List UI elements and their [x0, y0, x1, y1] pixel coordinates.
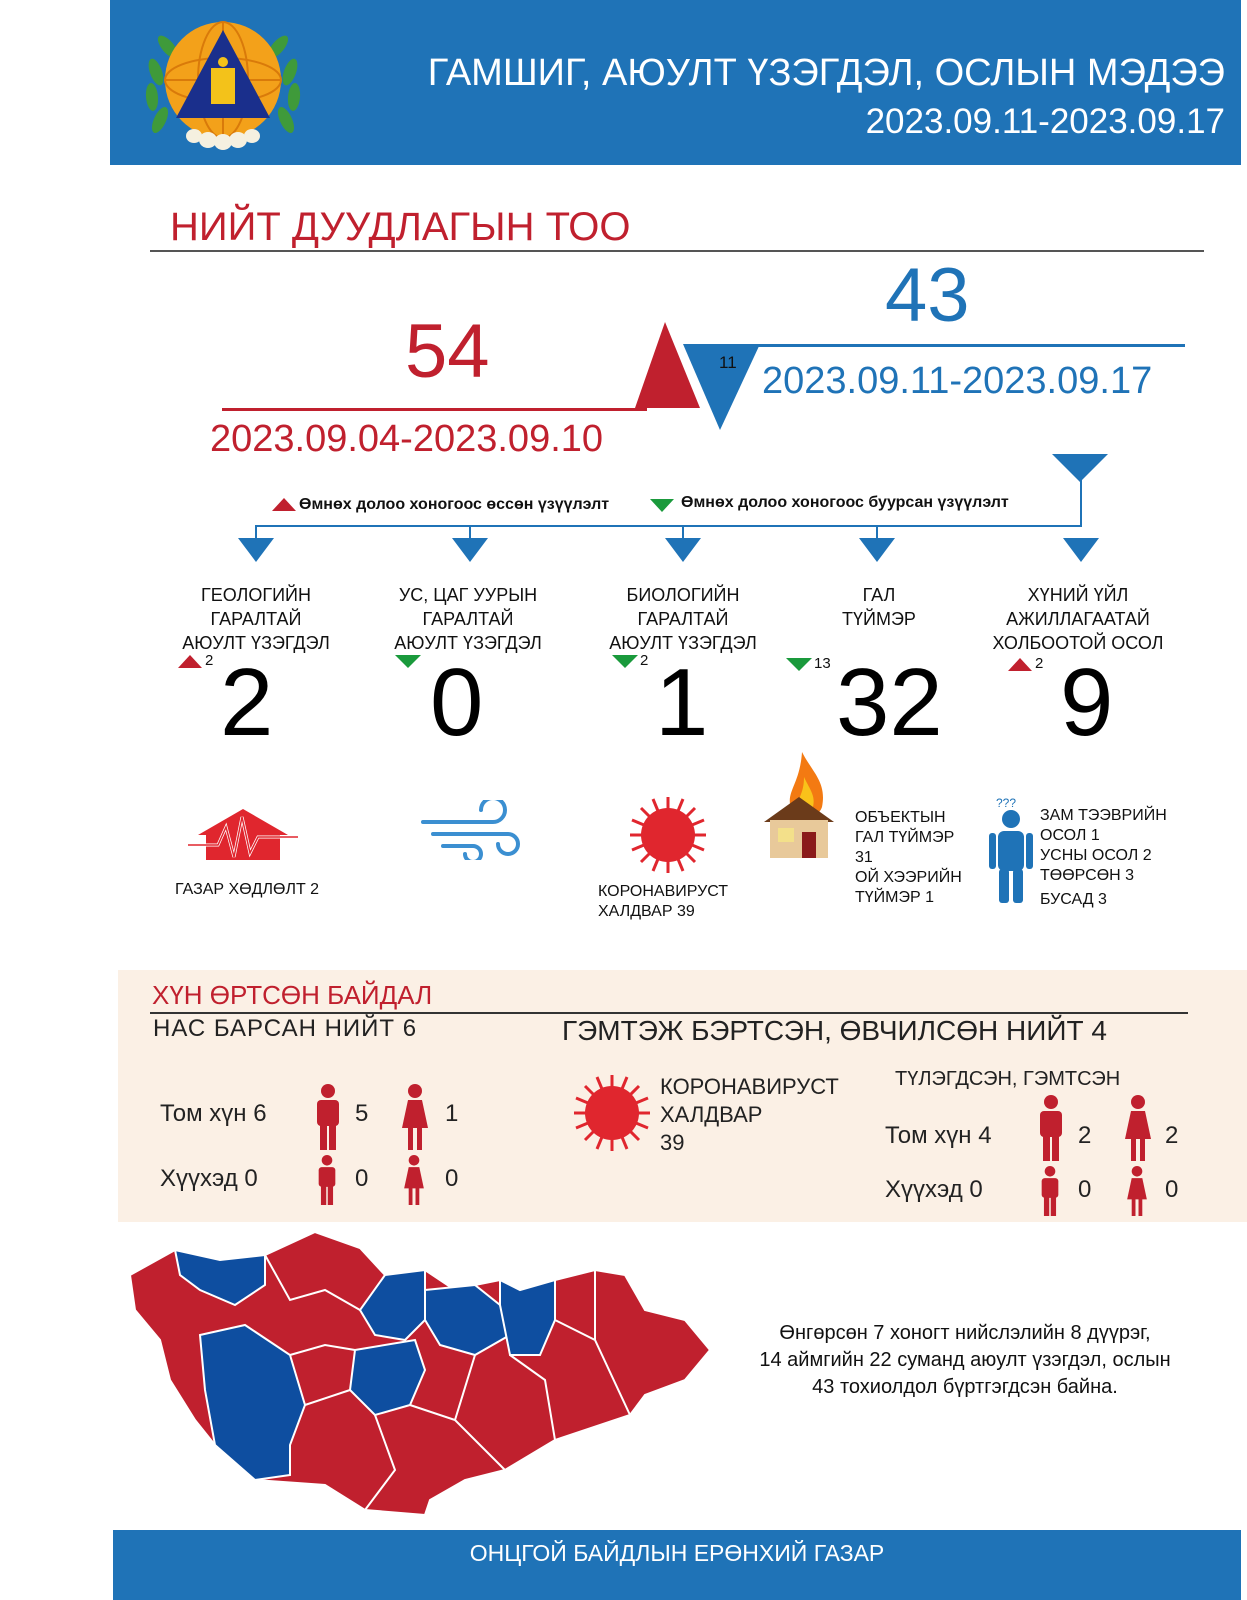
female-figure-icon — [400, 1084, 430, 1150]
category-hydromet-count: 0 — [430, 649, 484, 756]
male-figure-icon — [315, 1155, 339, 1205]
page-title: ГАМШИГ, АЮУЛТ ҮЗЭГДЭЛ, ОСЛЫН МЭДЭЭ — [427, 52, 1225, 94]
deaths-adult-male: 5 — [355, 1100, 369, 1127]
category-label-line: УС, ЦАГ УУРЫН — [398, 585, 538, 605]
category-accident-count: 9 — [1060, 649, 1114, 756]
decrease-indicator-icon — [612, 655, 638, 669]
casualties-divider — [150, 1012, 1188, 1014]
injured-child-female: 0 — [1165, 1176, 1179, 1203]
category-label-line: ХОЛБООТОЙ ОСОЛ — [992, 633, 1164, 653]
category-label-line: ГАРАЛТАЙ — [637, 609, 729, 629]
category-label-line: ХҮНИЙ ҮЙЛ — [1027, 585, 1129, 605]
deaths-adult-female: 1 — [445, 1100, 459, 1127]
map-summary-line: 43 тохиолдол бүртгэгдсэн байна. — [812, 1376, 1118, 1398]
footer-organization: ОНЦГОЙ БАЙДЛЫН ЕРӨНХИЙ ГАЗАР — [469, 1540, 885, 1566]
note-line: ГАЛ ТҮЙМЭР — [855, 829, 955, 846]
branch-vertical-line — [1080, 480, 1082, 526]
decrease-indicator-icon — [786, 658, 812, 672]
category-geological-count: 2 — [220, 649, 274, 756]
coronavirus-icon — [572, 1073, 652, 1153]
note-line: ОЙ ХЭЭРИЙН — [855, 869, 962, 886]
casualties-title: ХҮН ӨРТСӨН БАЙДАЛ — [152, 980, 433, 1010]
legend-up-label: Өмнөх долоо хоногоос өссөн үзүүлэлт — [299, 496, 610, 513]
category-label-line: АЮУЛТ ҮЗЭГДЭЛ — [609, 633, 757, 653]
note-line: КОРОНАВИРУСТ — [598, 883, 729, 900]
current-week-overline — [755, 344, 1185, 347]
change-arrows — [635, 322, 765, 432]
note-line: КОРОНАВИРУСТ — [660, 1074, 839, 1099]
legend-down-triangle-icon — [650, 499, 674, 513]
map-summary-line: Өнгөрсөн 7 хоногт нийслэлийн 8 дүүрэг, — [779, 1322, 1151, 1344]
previous-week-underline — [222, 408, 647, 411]
category-label-line: БИОЛОГИЙН — [626, 585, 740, 605]
category-fire-label — [784, 583, 974, 631]
injured-adult-female: 2 — [1165, 1122, 1179, 1149]
branch-arrow-icon — [238, 538, 274, 564]
branch-arrow-icon — [665, 538, 701, 564]
note-line: БУСАД 3 — [1040, 891, 1107, 908]
category-label-line: АЮУЛТ ҮЗЭГДЭЛ — [182, 633, 330, 653]
category-accident-change: 2 — [1035, 655, 1044, 672]
current-week-total: 43 — [885, 253, 970, 338]
previous-week-period: 2023.09.04-2023.09.10 — [210, 418, 604, 460]
category-label-line: ГАРАЛТАЙ — [210, 609, 302, 629]
note-line: ТҮЙМЭР 1 — [855, 889, 935, 906]
deaths-child-label: Хүүхэд 0 — [160, 1165, 258, 1192]
injured-child-label: Хүүхэд 0 — [885, 1176, 983, 1203]
previous-week-total: 54 — [405, 309, 490, 394]
category-geological-change: 2 — [205, 652, 214, 669]
injured-adult-male: 2 — [1078, 1122, 1092, 1149]
increase-indicator-icon — [178, 655, 202, 669]
confused-person-icon — [986, 795, 1036, 905]
female-figure-icon — [1123, 1095, 1153, 1161]
emblem-logo — [138, 12, 308, 162]
note-line: УСНЫ ОСОЛ 2 — [1040, 847, 1152, 864]
category-fire-change: 13 — [814, 655, 831, 672]
category-biological-count: 1 — [655, 649, 709, 756]
note-line: 39 — [660, 1130, 685, 1155]
earthquake-house-icon — [188, 805, 298, 865]
up-triangle-icon — [635, 322, 700, 408]
category-label-line: ТҮЙМЭР — [842, 609, 916, 629]
mongolia-map — [125, 1230, 715, 1520]
female-figure-icon — [1125, 1166, 1149, 1216]
category-label-line: АЮУЛТ ҮЗЭГДЭЛ — [394, 633, 542, 653]
note-line: ОСОЛ 1 — [1040, 827, 1100, 844]
legend-down-label: Өмнөх долоо хоногоос буурсан үзүүлэлт — [681, 494, 1009, 511]
note-line: 31 — [855, 849, 873, 866]
branch-arrow-icon — [1063, 538, 1099, 564]
injured-covid-note — [660, 1073, 839, 1157]
current-week-period: 2023.09.11-2023.09.17 — [762, 360, 1153, 402]
legend-up-triangle-icon — [272, 498, 296, 512]
decrease-indicator-icon — [395, 655, 421, 669]
category-label-line: ГЕОЛОГИЙН — [201, 585, 311, 605]
accident-note — [1040, 806, 1167, 910]
note-line: ХАЛДВАР — [660, 1102, 763, 1127]
category-accident-label — [983, 583, 1173, 655]
category-label-line: ГАЛ — [862, 585, 896, 605]
deaths-child-male: 0 — [355, 1165, 369, 1192]
weekly-change-value: 11 — [719, 353, 737, 372]
injured-child-male: 0 — [1078, 1176, 1092, 1203]
covid-note — [598, 882, 728, 922]
note-line: ОБЪЕКТЫН — [855, 809, 946, 826]
deaths-adult-label: Том хүн 6 — [160, 1100, 267, 1127]
female-figure-icon — [402, 1155, 426, 1205]
category-fire-count: 32 — [836, 649, 943, 756]
branch-arrow-icon — [859, 538, 895, 564]
male-figure-icon — [1038, 1166, 1062, 1216]
category-label-line: АЖИЛЛАГААТАЙ — [1006, 609, 1150, 629]
category-biological-change: 2 — [640, 652, 649, 669]
branch-horizontal-line — [255, 525, 1082, 527]
fire-note — [855, 808, 962, 908]
branch-arrow-icon — [452, 538, 488, 564]
wind-icon — [418, 800, 528, 860]
svg-text:???: ??? — [996, 796, 1017, 810]
note-line: ТӨӨРСӨН 3 — [1040, 867, 1135, 884]
category-biological-label — [588, 583, 778, 655]
deaths-child-female: 0 — [445, 1165, 459, 1192]
map-summary-line: 14 аймгийн 22 суманд аюулт үзэгдэл, ослын — [759, 1349, 1171, 1371]
deaths-title: НАС БАРСАН НИЙТ 6 — [153, 1015, 418, 1042]
male-figure-icon — [1036, 1095, 1066, 1161]
male-figure-icon — [313, 1084, 343, 1150]
category-geological-label — [161, 583, 351, 655]
note-line: ХАЛДВАР 39 — [598, 903, 695, 920]
coronavirus-icon — [628, 795, 708, 875]
note-line: ЗАМ ТЭЭВРИЙН — [1040, 807, 1167, 824]
increase-indicator-icon — [1008, 658, 1032, 672]
house-fire-icon — [762, 752, 837, 862]
category-label-line: ГАРАЛТАЙ — [422, 609, 514, 629]
injured-title: ГЭМТЭЖ БЭРТСЭН, ӨВЧИЛСӨН НИЙТ 4 — [562, 1015, 1107, 1046]
report-period: 2023.09.11-2023.09.17 — [865, 102, 1225, 141]
map-summary — [725, 1320, 1205, 1401]
burned-injured-title: ТҮЛЭГДСЭН, ГЭМТСЭН — [895, 1068, 1121, 1090]
injured-adult-label: Том хүн 4 — [885, 1122, 992, 1149]
earthquake-note: ГАЗАР ХӨДЛӨЛТ 2 — [175, 881, 320, 898]
section-title-calls: НИЙТ ДУУДЛАГЫН ТОО — [170, 205, 631, 249]
section-divider — [150, 250, 1204, 252]
category-hydromet-label — [373, 583, 563, 655]
